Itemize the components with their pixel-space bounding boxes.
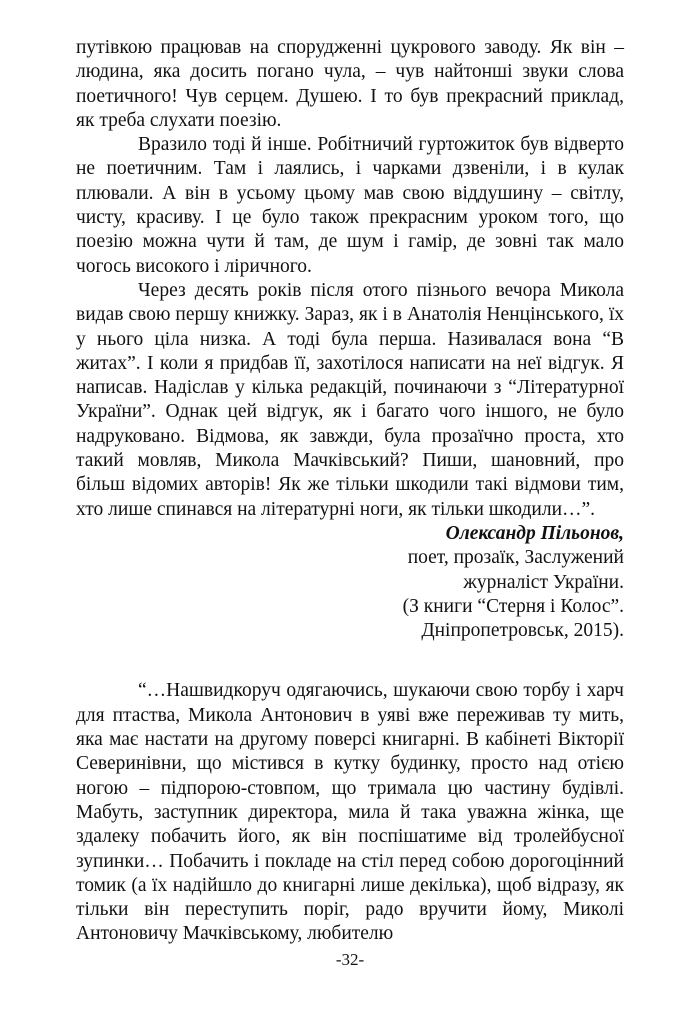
author-title-line-2: журналіст України. [463,571,624,593]
section-gap [76,643,624,679]
source-line-1: (З книги “Стерня і Колос”. [402,595,624,617]
paragraph-3: Через десять років після отого пізнього вечора Микола видав свою першу книжку. Зараз, як і в Анатолія Ненцінського, їх у нього ціла низка. А тоді була перша. Називалася вона “В житах”. І коли я придбав її, захотілося написати на неї відгук. Я написав. Надіслав у кілька редакцій, починаючи з “Літературної України”. Однак цей відгук, як і багато чого іншого, не було надруковано. Відмова, як завжди, була прозаїчно проста, хто такий мовляв, Микола Мачківський? Пиши, шановний, про більш відомих авторів! Як же тільки шкодили такі відмови тим, хто лише спинався на літературні ноги, як тільки шкодили…”. [76,279,624,520]
author-title-line-1: поет, прозаїк, Заслужений [407,547,624,569]
author-name: Олександр Пільонов, [445,522,624,544]
page-body [76,36,624,947]
signature-block [76,522,624,643]
paragraph-2: Вразило тоді й інше. Робітничий гуртожиток був відверто не поетичним. Там і лаялись, і чарками дзвеніли, і в кулак плювали. А він в усьому цьому мав свою віддушину – світлу, чисту, красиву. І це було також прекрасним уроком того, що поезію можна чути й там, де шум і гамір, де зовні так мало чогось високого і ліричного. [76,134,624,277]
source-line-2: Дніпропетровськ, 2015). [421,620,624,642]
page-number: -32- [335,950,365,969]
paragraph-4: “…Нашвидкоруч одягаючись, шукаючи свою торбу і харч для птаства, Микола Антонович в уяві вже переживав ту мить, яка має настати на другому поверсі книгарні. В кабінеті Вікторії Северинівни, що містився в кутку будинку, просто над отією ногою – підпорою-стовпом, що тримала цю частину будівлі. Мабуть, заступник директора, мила й така уважна жінка, ще здалеку побачить його, як він поспішатиме від тролейбусної зупинки… Побачить і покладе на стіл перед собою дорогоцінний томик (а їх надійшло до книгарні лише декілька), щоб відразу, як тільки він переступить поріг, радо вручити йому, Миколі Антоновичу Мачківському, любителю [76,680,624,945]
paragraph-1: путівкою працював на спорудженні цукрового заводу. Як він – людина, яка досить погано чула, – чув найтонші звуки слова поетичного! Чув серцем. Душею. І то був прекрасний приклад, як треба слухати поезію. [76,37,624,131]
